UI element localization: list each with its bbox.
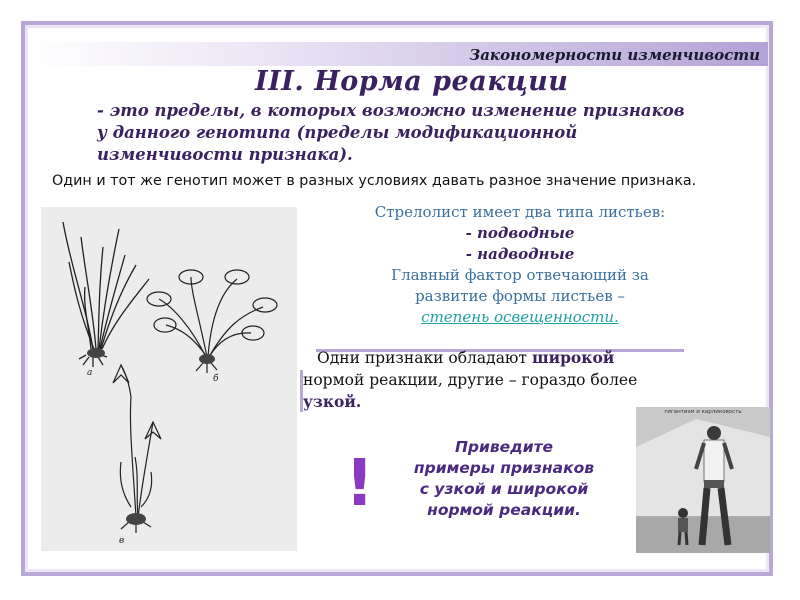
exclamation-icon: ! (345, 447, 375, 521)
definition-line-1: - это пределы, в которых возможно изменение признаков (97, 101, 685, 120)
sagittaria-drawing (41, 207, 297, 551)
plant-b-base (199, 354, 215, 364)
leaf-type-aerial: - надводные (465, 245, 575, 263)
leaf-type-submerged: - подводные (465, 224, 575, 242)
factor-line-1: Главный фактор отвечающий за (391, 266, 649, 284)
sagittaria-illustration (41, 207, 297, 551)
norm-text (303, 347, 703, 413)
norm-part-1: Одни признаки обладают (317, 349, 532, 367)
figure-label-b: б (213, 374, 219, 384)
plant-c-base (126, 513, 146, 525)
sagittaria-text (330, 202, 710, 328)
norm-line-1 (303, 347, 703, 369)
task-text (398, 437, 610, 521)
definition-line-3: изменчивости признака). (97, 145, 353, 164)
task-line-1: Приведите (454, 438, 554, 456)
definition-line-2: у данного генотипа (пределы модификационной (97, 123, 578, 142)
figure-label-c: в (119, 536, 125, 546)
slide-title: III. Норма реакции (255, 66, 569, 97)
photo-drawing (636, 407, 770, 553)
factor-line-2: развитие формы листьев – (415, 287, 625, 305)
task-line-2: примеры признаков (413, 459, 595, 477)
plant-a-icon (63, 222, 149, 367)
norm-wide: широкой (531, 348, 615, 367)
figure-label-a: а (87, 368, 93, 378)
plant-a-base (87, 348, 105, 358)
task-line-3: с узкой и широкой (419, 480, 589, 498)
norm-line-2: нормой реакции, другие – гораздо более (303, 371, 638, 389)
sagittaria-intro: Стрелолист имеет два типа листьев: (374, 203, 666, 221)
factor-link[interactable]: степень освещенности. (421, 308, 619, 326)
genotype-note: Один и тот же генотип может в разных условиях давать разное значение признака. (52, 173, 697, 189)
norm-narrow: узкой. (303, 392, 362, 411)
giant-dwarf-photo (636, 407, 770, 553)
plant-c-icon (113, 365, 161, 533)
definition-text (97, 100, 757, 166)
header-title: Закономерности изменчивости (469, 46, 760, 64)
task-line-4: нормой реакции. (427, 501, 581, 519)
photo-caption: гигантизм и карликовость (664, 409, 742, 415)
